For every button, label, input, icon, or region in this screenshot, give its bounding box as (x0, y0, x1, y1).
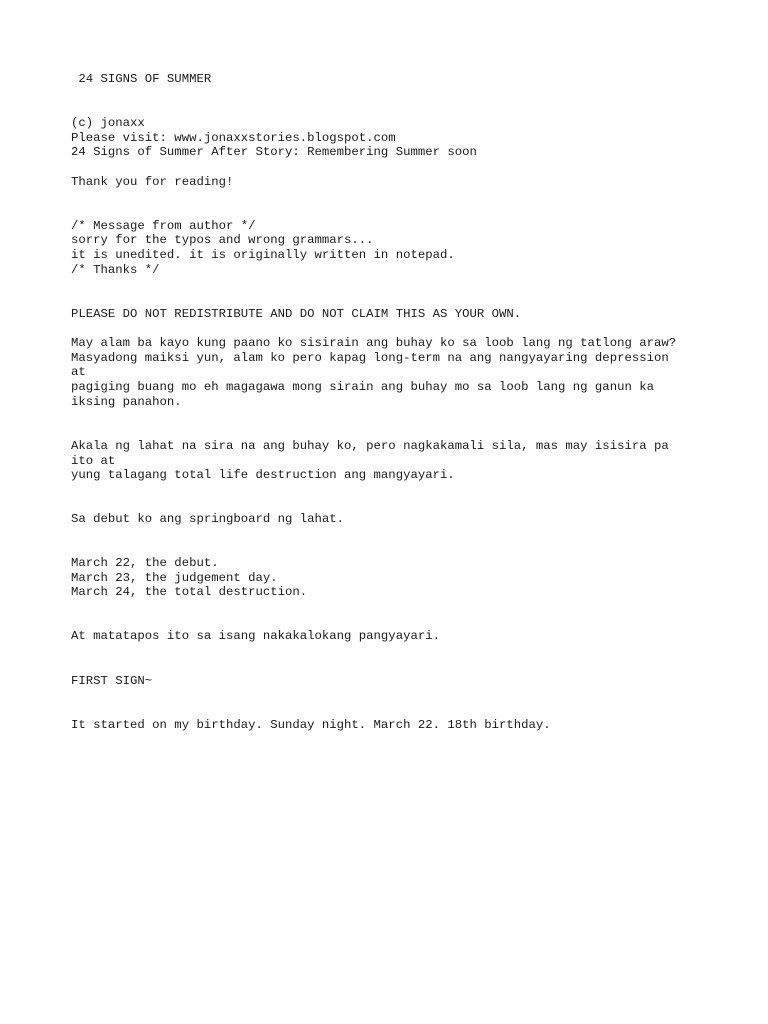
author-message-line: sorry for the typos and wrong grammars... (71, 233, 374, 247)
copyright-line: (c) jonaxx (71, 116, 145, 130)
paragraph-line: At matatapos ito sa isang nakakalokang pangyayari. (71, 629, 440, 643)
paragraph-line: pagiging buang mo eh magagawa mong sirain ang buhay mo sa loob lang ng ganun ka (71, 380, 654, 394)
author-message-line: it is unedited. it is originally written in notepad. (71, 248, 455, 262)
paragraph-line: ito at (71, 454, 116, 468)
paragraph-line: Akala ng lahat na sira na ang buhay ko, pero nagkakamali sila, mas may isisira pa (71, 439, 669, 453)
chapter-heading: FIRST SIGN~ (71, 674, 153, 688)
paragraph-line: iksing panahon. (71, 395, 182, 409)
author-message-close: /* Thanks */ (71, 263, 160, 277)
date-line: March 22, the debut. (71, 556, 219, 570)
document-title: 24 SIGNS OF SUMMER (71, 72, 212, 86)
paragraph-line: Masyadong maiksi yun, alam ko pero kapag long-term na ang nangyayaring depression (71, 351, 669, 365)
redistribution-warning: PLEASE DO NOT REDISTRIBUTE AND DO NOT CLAIM THIS AS YOUR OWN. (71, 307, 522, 321)
paragraph-line: at (71, 365, 86, 379)
visit-line: Please visit: www.jonaxxstories.blogspot.com (71, 131, 396, 145)
paragraph-line: Sa debut ko ang springboard ng lahat. (71, 512, 345, 526)
paragraph-line: It started on my birthday. Sunday night. March 22. 18th birthday. (71, 718, 551, 732)
paragraph-line: yung talagang total life destruction ang mangyayari. (71, 468, 455, 482)
after-story-line: 24 Signs of Summer After Story: Remembering Summer soon (71, 145, 477, 159)
thanks-reading-line: Thank you for reading! (71, 175, 234, 189)
paragraph-line: May alam ba kayo kung paano ko sisirain ang buhay ko sa loob lang ng tatlong araw? (71, 336, 677, 350)
date-line: March 24, the total destruction. (71, 585, 308, 599)
date-line: March 23, the judgement day. (71, 571, 278, 585)
author-message-open: /* Message from author */ (71, 219, 256, 233)
